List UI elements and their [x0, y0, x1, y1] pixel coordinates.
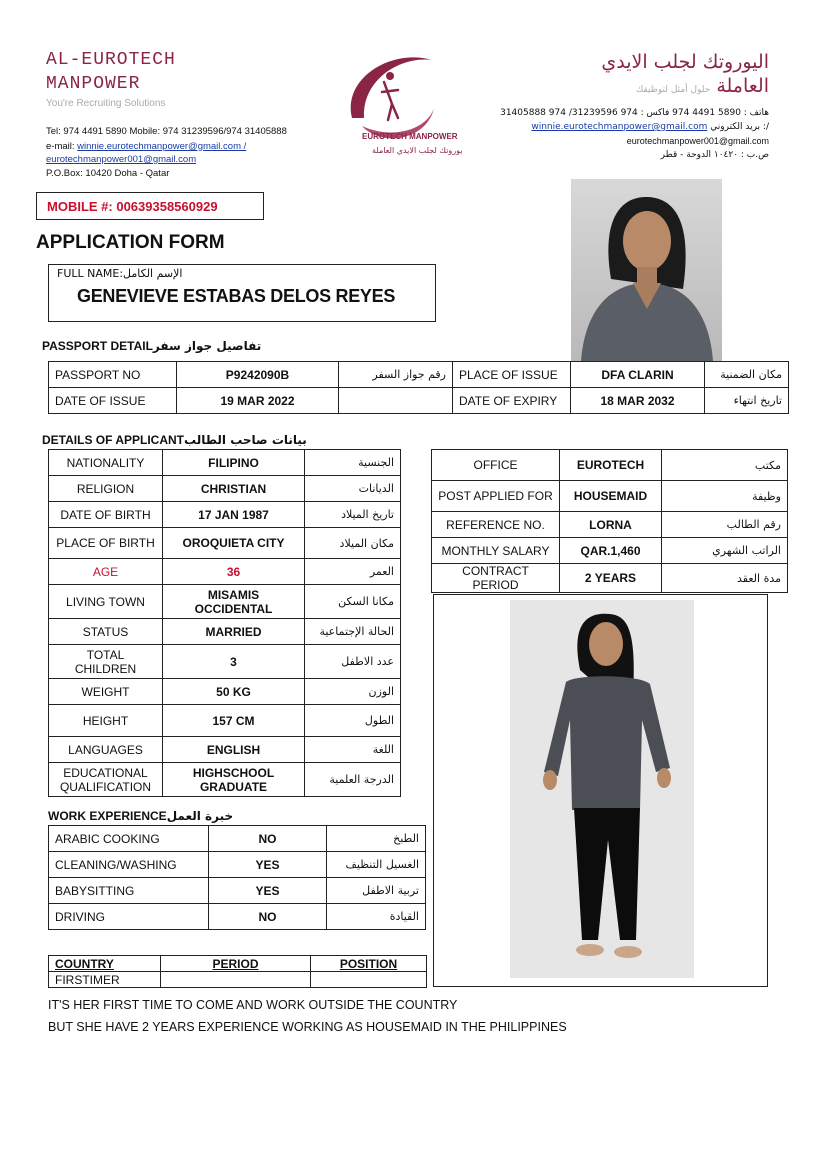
detail-row-label-ar: الحالة الإجتماعية — [305, 619, 401, 645]
company-name-ar-line1: اليوروتك لجلب الايدي — [601, 51, 769, 73]
date-of-issue-label-ar — [339, 388, 453, 414]
applicant-portrait-photo — [571, 179, 722, 361]
ar-pobox: ص.ب : ١٠٤٢٠ الدوحة - قطر — [660, 150, 769, 160]
ar-email-link-1[interactable]: winnie.eurotechmanpower@gmail.com — [531, 122, 708, 132]
full-name-label: FULL NAME:الإسم الكامل — [57, 267, 183, 280]
history-col-position: POSITION — [311, 956, 427, 972]
detail-row-label-ar: تاريخ الميلاد — [305, 502, 401, 528]
detail-row — [49, 559, 401, 585]
job-row — [432, 512, 788, 538]
place-of-issue-label-ar: مكان الضمنية — [705, 362, 789, 388]
email-link-2[interactable]: eurotechmanpower001@gmail.com — [46, 154, 197, 165]
job-row-label: REFERENCE NO. — [432, 512, 560, 538]
history-position — [311, 972, 427, 988]
detail-row-label-ar: الجنسية — [305, 450, 401, 476]
detail-row-label: RELIGION — [49, 476, 163, 502]
job-row-label-ar: مدة العقد — [662, 564, 788, 593]
job-row-label-ar: الراتب الشهري — [662, 538, 788, 564]
detail-row — [49, 619, 401, 645]
pobox: P.O.Box: 10420 Doha - Qatar — [46, 168, 170, 179]
note-line-1: IT'S HER FIRST TIME TO COME AND WORK OUTSIDE THE COUNTRY — [48, 998, 458, 1012]
detail-row-label: AGE — [49, 559, 163, 585]
job-table — [431, 449, 788, 593]
job-row-label: CONTRACT PERIOD — [432, 564, 560, 593]
detail-row-value: FILIPINO — [163, 450, 305, 476]
detail-row — [49, 476, 401, 502]
tel-line: Tel: 974 4491 5890 Mobile: 974 31239596/974 31405888 — [46, 126, 287, 137]
work-row — [49, 878, 426, 904]
job-row — [432, 450, 788, 481]
detail-row-label-ar: اللغة — [305, 737, 401, 763]
company-ar-sub: حلول أمثل لتوظيفك — [635, 85, 711, 95]
history-country: FIRSTIMER — [49, 972, 161, 988]
job-row — [432, 481, 788, 512]
email-label: e-mail: — [46, 141, 75, 152]
ar-phone: هاتف : 5890 4491 974 فاكس : 974 31239596/ 974 31405888 — [500, 108, 769, 118]
job-row-label-ar: وظيفة — [662, 481, 788, 512]
detail-row-label-ar: الوزن — [305, 679, 401, 705]
job-row-label: POST APPLIED FOR — [432, 481, 560, 512]
detail-row — [49, 528, 401, 559]
job-row — [432, 564, 788, 593]
company-name-ar-line2: العاملة حلول أمثل لتوظيفك — [635, 75, 769, 97]
detail-row-label: LANGUAGES — [49, 737, 163, 763]
email-line — [46, 141, 246, 152]
work-row-label: DRIVING — [49, 904, 209, 930]
detail-row — [49, 679, 401, 705]
job-row-value: LORNA — [560, 512, 662, 538]
standing-figure-icon — [510, 600, 694, 978]
details-section-title: DETAILS OF APPLICANTبيانات صاحب الطالب — [42, 433, 307, 447]
job-row-label: OFFICE — [432, 450, 560, 481]
passport-no-label: PASSPORT NO — [49, 362, 177, 388]
passport-row — [49, 388, 789, 414]
ar-email-line — [449, 122, 769, 132]
detail-row — [49, 502, 401, 528]
job-row-label-ar: مكتب — [662, 450, 788, 481]
job-row-value: HOUSEMAID — [560, 481, 662, 512]
detail-row — [49, 450, 401, 476]
date-of-issue-value: 19 MAR 2022 — [177, 388, 339, 414]
detail-row-label-ar: الطول — [305, 705, 401, 737]
tagline: You're Recruiting Solutions — [46, 98, 166, 109]
portrait-figure-icon — [571, 179, 722, 361]
detail-row-value: CHRISTIAN — [163, 476, 305, 502]
detail-row-label: LIVING TOWN — [49, 585, 163, 619]
work-row-value: NO — [209, 904, 327, 930]
detail-row — [49, 763, 401, 797]
ar-email-label: بريد الكتروني :/ — [710, 122, 769, 132]
detail-row-label: HEIGHT — [49, 705, 163, 737]
detail-row-label-ar: الدرجة العلمية — [305, 763, 401, 797]
full-body-photo-frame — [433, 594, 768, 987]
work-row-label: ARABIC COOKING — [49, 826, 209, 852]
detail-row-label: STATUS — [49, 619, 163, 645]
detail-row-label-ar: مكان الميلاد — [305, 528, 401, 559]
work-row-label-ar: الغسيل التنظيف — [327, 852, 426, 878]
detail-row-value: HIGHSCHOOL GRADUATE — [163, 763, 305, 797]
history-col-country: COUNTRY — [49, 956, 161, 972]
job-row-value: 2 YEARS — [560, 564, 662, 593]
company-name-line2: MANPOWER — [46, 74, 141, 94]
work-row-label-ar: الطبخ — [327, 826, 426, 852]
detail-row-label-ar: الديانات — [305, 476, 401, 502]
detail-row-value: 50 KG — [163, 679, 305, 705]
work-row-label-ar: القيادة — [327, 904, 426, 930]
work-row — [49, 904, 426, 930]
detail-row-label-ar: عدد الاطفل — [305, 645, 401, 679]
detail-row-value: 3 — [163, 645, 305, 679]
company-name-line1: AL-EUROTECH — [46, 50, 176, 70]
date-of-expiry-label-ar: تاريخ انتهاء — [705, 388, 789, 414]
detail-row-label-ar: مكانا السكن — [305, 585, 401, 619]
job-row-label: MONTHLY SALARY — [432, 538, 560, 564]
detail-row-value: MISAMIS OCCIDENTAL — [163, 585, 305, 619]
passport-section-title-ar: تفاصيل جواز سفر — [152, 339, 262, 353]
history-period — [161, 972, 311, 988]
detail-row-value: 36 — [163, 559, 305, 585]
full-name-value: GENEVIEVE ESTABAS DELOS REYES — [77, 286, 396, 306]
date-of-expiry-value: 18 MAR 2032 — [571, 388, 705, 414]
ar-email-2: eurotechmanpower001@gmail.com — [626, 136, 769, 146]
history-row — [49, 972, 427, 988]
detail-row-label: EDUCATIONAL QUALIFICATION — [49, 763, 163, 797]
job-row-value: EUROTECH — [560, 450, 662, 481]
date-of-expiry-label: DATE OF EXPIRY — [453, 388, 571, 414]
detail-row-label: NATIONALITY — [49, 450, 163, 476]
notes — [48, 994, 567, 1038]
job-row-label-ar: رقم الطالب — [662, 512, 788, 538]
detail-row — [49, 737, 401, 763]
history-col-period: PERIOD — [161, 956, 311, 972]
history-table — [48, 955, 427, 988]
passport-section-title: PASSPORT DETAILتفاصيل جواز سفر — [42, 339, 262, 353]
job-row — [432, 538, 788, 564]
work-section-title: WORK EXPERIENCEخبرة العمل — [48, 809, 234, 823]
passport-row — [49, 362, 789, 388]
passport-no-value: P9242090B — [177, 362, 339, 388]
details-section-title-ar: بيانات صاحب الطالب — [184, 433, 307, 447]
work-row-value: YES — [209, 852, 327, 878]
company-name-ar — [509, 50, 769, 102]
note-line-2: BUT SHE HAVE 2 YEARS EXPERIENCE WORKING AS HOUSEMAID IN THE PHILIPPINES — [48, 1020, 567, 1034]
email-link-1[interactable]: winnie.eurotechmanpower@gmail.com / — [77, 141, 247, 152]
passport-no-label-ar: رقم جواز السفر — [339, 362, 453, 388]
history-header-row — [49, 956, 427, 972]
detail-row-value: 17 JAN 1987 — [163, 502, 305, 528]
details-table — [48, 449, 401, 797]
work-table — [48, 825, 426, 930]
work-section-title-ar: خبرة العمل — [166, 809, 234, 823]
applicant-full-body-photo — [510, 600, 694, 978]
work-row-label: CLEANING/WASHING — [49, 852, 209, 878]
passport-table — [48, 361, 789, 414]
work-row-value: NO — [209, 826, 327, 852]
place-of-issue-value: DFA CLARIN — [571, 362, 705, 388]
company-name-en — [46, 48, 176, 96]
date-of-issue-label: DATE OF ISSUE — [49, 388, 177, 414]
detail-row-value: OROQUIETA CITY — [163, 528, 305, 559]
job-row-value: QAR.1,460 — [560, 538, 662, 564]
detail-row-label: WEIGHT — [49, 679, 163, 705]
detail-row — [49, 645, 401, 679]
work-row — [49, 852, 426, 878]
work-row — [49, 826, 426, 852]
detail-row-value: MARRIED — [163, 619, 305, 645]
detail-row-label: DATE OF BIRTH — [49, 502, 163, 528]
place-of-issue-label: PLACE OF ISSUE — [453, 362, 571, 388]
detail-row — [49, 705, 401, 737]
email-link-2-wrap — [46, 154, 196, 165]
detail-row-value: 157 CM — [163, 705, 305, 737]
form-title: APPLICATION FORM — [36, 232, 225, 253]
work-row-label: BABYSITTING — [49, 878, 209, 904]
detail-row — [49, 585, 401, 619]
work-row-value: YES — [209, 878, 327, 904]
logo-text-ar: يوروتك لجلب الايدي العاملة — [372, 146, 463, 155]
work-row-label-ar: تربية الاطفل — [327, 878, 426, 904]
mobile-number-box: MOBILE #: 00639358560929 — [36, 192, 264, 220]
detail-row-value: ENGLISH — [163, 737, 305, 763]
detail-row-label: PLACE OF BIRTH — [49, 528, 163, 559]
logo-text: EUROTECH MANPOWER — [362, 132, 458, 141]
detail-row-label: TOTAL CHILDREN — [49, 645, 163, 679]
full-name-box — [48, 264, 436, 322]
detail-row-label-ar: العمر — [305, 559, 401, 585]
